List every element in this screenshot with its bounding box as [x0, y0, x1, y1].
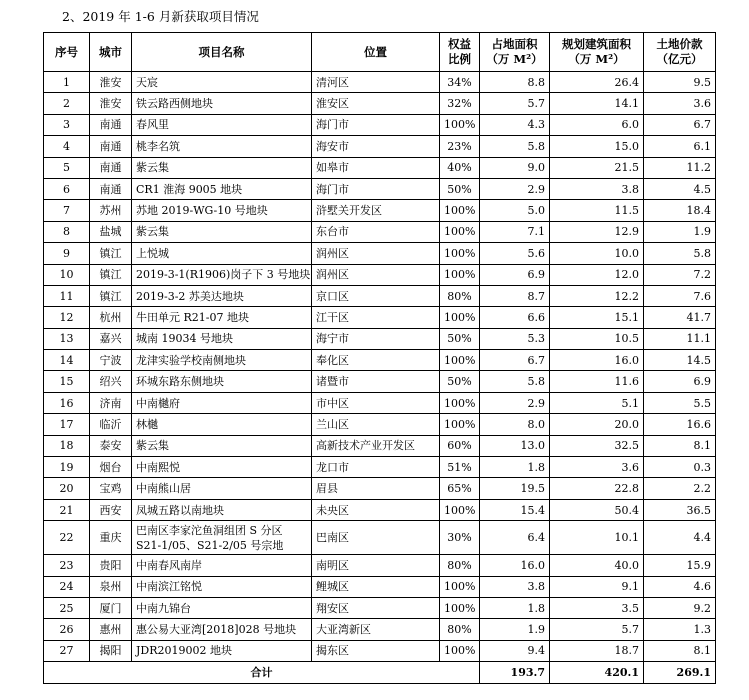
header-land-line2: （万 M²） — [486, 52, 543, 66]
cell-build: 12.2 — [550, 285, 644, 306]
cell-name: 牛田单元 R21-07 地块 — [132, 307, 312, 328]
table-row — [44, 521, 716, 555]
header-build — [550, 33, 644, 72]
cell-land: 15.4 — [480, 499, 550, 520]
cell-location: 市中区 — [312, 392, 440, 413]
cell-land: 5.8 — [480, 371, 550, 392]
cell-equity: 100% — [440, 114, 480, 135]
cell-name: 城南 19034 号地块 — [132, 328, 312, 349]
cell-price: 8.1 — [644, 435, 716, 456]
table-row — [44, 328, 716, 349]
table-row — [44, 200, 716, 221]
cell-equity: 30% — [440, 521, 480, 555]
cell-name: 中南春风南岸 — [132, 555, 312, 576]
table-row — [44, 392, 716, 413]
cell-equity: 60% — [440, 435, 480, 456]
cell-build: 11.6 — [550, 371, 644, 392]
cell-seq: 2 — [44, 93, 90, 114]
cell-price: 15.9 — [644, 555, 716, 576]
cell-city: 镇江 — [90, 285, 132, 306]
cell-location: 眉县 — [312, 478, 440, 499]
cell-location: 淮安区 — [312, 93, 440, 114]
cell-equity: 34% — [440, 72, 480, 93]
table-row — [44, 576, 716, 597]
cell-name: 紫云集 — [132, 157, 312, 178]
cell-equity: 100% — [440, 392, 480, 413]
cell-land: 2.9 — [480, 178, 550, 199]
cell-name: 中南九锦台 — [132, 597, 312, 618]
table-row — [44, 221, 716, 242]
cell-city: 南通 — [90, 178, 132, 199]
header-row — [44, 33, 716, 72]
table-row — [44, 350, 716, 371]
cell-city: 揭阳 — [90, 640, 132, 661]
cell-land: 13.0 — [480, 435, 550, 456]
cell-city: 重庆 — [90, 521, 132, 555]
cell-build: 3.8 — [550, 178, 644, 199]
cell-build: 50.4 — [550, 499, 644, 520]
cell-land: 8.0 — [480, 414, 550, 435]
cell-land: 1.9 — [480, 619, 550, 640]
cell-seq: 1 — [44, 72, 90, 93]
cell-equity: 51% — [440, 457, 480, 478]
header-price-line2: （亿元） — [656, 52, 703, 66]
cell-name: 巴南区李家沱鱼洞组团 S 分区 S21-1/05、S21-2/05 号宗地 — [132, 521, 312, 555]
cell-land: 8.7 — [480, 285, 550, 306]
cell-seq: 24 — [44, 576, 90, 597]
table-row — [44, 640, 716, 661]
cell-location: 如皋市 — [312, 157, 440, 178]
cell-seq: 6 — [44, 178, 90, 199]
cell-seq: 23 — [44, 555, 90, 576]
cell-name: 2019-3-2 苏美达地块 — [132, 285, 312, 306]
cell-build: 12.9 — [550, 221, 644, 242]
cell-name: 2019-3-1(R1906)岗子下 3 号地块 — [132, 264, 312, 285]
cell-build: 15.1 — [550, 307, 644, 328]
cell-name: 中南樾府 — [132, 392, 312, 413]
table-row — [44, 371, 716, 392]
cell-land: 5.6 — [480, 243, 550, 264]
cell-build: 15.0 — [550, 136, 644, 157]
cell-land: 1.8 — [480, 597, 550, 618]
cell-seq: 15 — [44, 371, 90, 392]
cell-city: 苏州 — [90, 200, 132, 221]
cell-location: 海安市 — [312, 136, 440, 157]
cell-name: 紫云集 — [132, 221, 312, 242]
cell-seq: 5 — [44, 157, 90, 178]
cell-price: 7.6 — [644, 285, 716, 306]
cell-location: 江干区 — [312, 307, 440, 328]
cell-build: 5.7 — [550, 619, 644, 640]
header-equity — [440, 33, 480, 72]
header-land — [480, 33, 550, 72]
cell-seq: 8 — [44, 221, 90, 242]
cell-seq: 17 — [44, 414, 90, 435]
cell-land: 5.7 — [480, 93, 550, 114]
cell-location: 南明区 — [312, 555, 440, 576]
header-equity-line2: 比例 — [448, 52, 471, 66]
cell-land: 2.9 — [480, 392, 550, 413]
cell-seq: 7 — [44, 200, 90, 221]
header-location: 位置 — [312, 33, 440, 72]
cell-equity: 80% — [440, 619, 480, 640]
cell-location: 东台市 — [312, 221, 440, 242]
cell-build: 3.6 — [550, 457, 644, 478]
cell-name: 天宸 — [132, 72, 312, 93]
table-body — [44, 72, 716, 662]
table-row — [44, 243, 716, 264]
cell-build: 3.5 — [550, 597, 644, 618]
cell-build: 11.5 — [550, 200, 644, 221]
table-row — [44, 414, 716, 435]
cell-city: 厦门 — [90, 597, 132, 618]
cell-city: 南通 — [90, 157, 132, 178]
cell-build: 32.5 — [550, 435, 644, 456]
cell-city: 泉州 — [90, 576, 132, 597]
cell-land: 8.8 — [480, 72, 550, 93]
cell-build: 26.4 — [550, 72, 644, 93]
cell-city: 南通 — [90, 114, 132, 135]
cell-seq: 12 — [44, 307, 90, 328]
cell-seq: 18 — [44, 435, 90, 456]
cell-location: 京口区 — [312, 285, 440, 306]
cell-equity: 65% — [440, 478, 480, 499]
cell-land: 7.1 — [480, 221, 550, 242]
cell-equity: 100% — [440, 414, 480, 435]
cell-equity: 100% — [440, 307, 480, 328]
cell-equity: 80% — [440, 285, 480, 306]
cell-seq: 16 — [44, 392, 90, 413]
cell-name: 凤城五路以南地块 — [132, 499, 312, 520]
header-city: 城市 — [90, 33, 132, 72]
header-price — [644, 33, 716, 72]
table-row — [44, 93, 716, 114]
header-name: 项目名称 — [132, 33, 312, 72]
cell-city: 绍兴 — [90, 371, 132, 392]
cell-seq: 11 — [44, 285, 90, 306]
total-label: 合计 — [44, 662, 480, 683]
cell-seq: 4 — [44, 136, 90, 157]
total-build: 420.1 — [550, 662, 644, 683]
cell-location: 兰山区 — [312, 414, 440, 435]
cell-city: 贵阳 — [90, 555, 132, 576]
cell-land: 9.0 — [480, 157, 550, 178]
cell-build: 10.5 — [550, 328, 644, 349]
cell-seq: 9 — [44, 243, 90, 264]
table-row — [44, 499, 716, 520]
cell-location: 海门市 — [312, 114, 440, 135]
cell-land: 6.7 — [480, 350, 550, 371]
cell-city: 南通 — [90, 136, 132, 157]
cell-equity: 50% — [440, 328, 480, 349]
cell-build: 20.0 — [550, 414, 644, 435]
cell-price: 7.2 — [644, 264, 716, 285]
cell-land: 5.3 — [480, 328, 550, 349]
cell-land: 9.4 — [480, 640, 550, 661]
cell-name: 苏地 2019-WG-10 号地块 — [132, 200, 312, 221]
cell-build: 40.0 — [550, 555, 644, 576]
cell-price: 4.6 — [644, 576, 716, 597]
cell-name: 中南滨江铭悦 — [132, 576, 312, 597]
table-row — [44, 435, 716, 456]
cell-city: 临沂 — [90, 414, 132, 435]
cell-location: 揭东区 — [312, 640, 440, 661]
table-row — [44, 114, 716, 135]
cell-name: CR1 淮海 9005 地块 — [132, 178, 312, 199]
cell-build: 21.5 — [550, 157, 644, 178]
cell-land: 1.8 — [480, 457, 550, 478]
cell-location: 鲤城区 — [312, 576, 440, 597]
cell-name: 惠公易大亚湾[2018]028 号地块 — [132, 619, 312, 640]
cell-seq: 25 — [44, 597, 90, 618]
cell-city: 惠州 — [90, 619, 132, 640]
cell-price: 3.6 — [644, 93, 716, 114]
cell-seq: 22 — [44, 521, 90, 555]
table-row — [44, 478, 716, 499]
cell-price: 16.6 — [644, 414, 716, 435]
cell-location: 未央区 — [312, 499, 440, 520]
cell-build: 18.7 — [550, 640, 644, 661]
cell-equity: 100% — [440, 576, 480, 597]
cell-city: 杭州 — [90, 307, 132, 328]
cell-name: 上悦城 — [132, 243, 312, 264]
projects-table — [43, 32, 716, 684]
header-equity-line1: 权益 — [448, 37, 471, 51]
cell-equity: 50% — [440, 371, 480, 392]
cell-price: 5.5 — [644, 392, 716, 413]
cell-equity: 80% — [440, 555, 480, 576]
cell-equity: 32% — [440, 93, 480, 114]
cell-build: 12.0 — [550, 264, 644, 285]
cell-build: 9.1 — [550, 576, 644, 597]
cell-name: JDR2019002 地块 — [132, 640, 312, 661]
table-row — [44, 285, 716, 306]
cell-equity: 100% — [440, 350, 480, 371]
cell-price: 4.4 — [644, 521, 716, 555]
table-row — [44, 457, 716, 478]
cell-price: 14.5 — [644, 350, 716, 371]
cell-price: 1.3 — [644, 619, 716, 640]
cell-price: 9.2 — [644, 597, 716, 618]
cell-build: 16.0 — [550, 350, 644, 371]
cell-land: 4.3 — [480, 114, 550, 135]
cell-city: 宁波 — [90, 350, 132, 371]
table-row — [44, 597, 716, 618]
cell-build: 22.8 — [550, 478, 644, 499]
cell-price: 6.7 — [644, 114, 716, 135]
cell-equity: 40% — [440, 157, 480, 178]
table-caption: 2、2019 年 1-6 月新获取项目情况 — [62, 9, 259, 24]
cell-name: 龙津实验学校南侧地块 — [132, 350, 312, 371]
cell-location: 诸暨市 — [312, 371, 440, 392]
cell-price: 4.5 — [644, 178, 716, 199]
cell-equity: 100% — [440, 597, 480, 618]
cell-build: 10.1 — [550, 521, 644, 555]
cell-equity: 100% — [440, 200, 480, 221]
header-seq: 序号 — [44, 33, 90, 72]
cell-seq: 26 — [44, 619, 90, 640]
cell-seq: 20 — [44, 478, 90, 499]
cell-location: 润州区 — [312, 243, 440, 264]
cell-city: 淮安 — [90, 72, 132, 93]
header-build-line1: 规划建筑面积 — [562, 37, 631, 51]
cell-price: 36.5 — [644, 499, 716, 520]
cell-price: 6.9 — [644, 371, 716, 392]
cell-land: 6.6 — [480, 307, 550, 328]
cell-location: 浒墅关开发区 — [312, 200, 440, 221]
cell-name: 桃李名筑 — [132, 136, 312, 157]
cell-seq: 19 — [44, 457, 90, 478]
cell-build: 10.0 — [550, 243, 644, 264]
cell-price: 41.7 — [644, 307, 716, 328]
cell-name: 铁云路西侧地块 — [132, 93, 312, 114]
header-land-line1: 占地面积 — [491, 37, 538, 51]
cell-equity: 50% — [440, 178, 480, 199]
cell-name: 环城东路东侧地块 — [132, 371, 312, 392]
cell-price: 9.5 — [644, 72, 716, 93]
table-row — [44, 307, 716, 328]
cell-price: 1.9 — [644, 221, 716, 242]
cell-equity: 100% — [440, 499, 480, 520]
cell-price: 8.1 — [644, 640, 716, 661]
cell-location: 翔安区 — [312, 597, 440, 618]
total-row — [44, 662, 716, 683]
cell-price: 0.3 — [644, 457, 716, 478]
cell-land: 5.0 — [480, 200, 550, 221]
cell-city: 西安 — [90, 499, 132, 520]
cell-location: 高新技术产业开发区 — [312, 435, 440, 456]
cell-name: 中南熙悦 — [132, 457, 312, 478]
header-price-line1: 土地价款 — [656, 37, 703, 51]
cell-equity: 23% — [440, 136, 480, 157]
cell-location: 巴南区 — [312, 521, 440, 555]
cell-price: 2.2 — [644, 478, 716, 499]
cell-price: 11.1 — [644, 328, 716, 349]
header-build-line2: （万 M²） — [568, 52, 625, 66]
table-row — [44, 136, 716, 157]
total-land: 193.7 — [480, 662, 550, 683]
cell-price: 6.1 — [644, 136, 716, 157]
cell-price: 18.4 — [644, 200, 716, 221]
cell-seq: 14 — [44, 350, 90, 371]
cell-city: 烟台 — [90, 457, 132, 478]
cell-name: 中南熊山居 — [132, 478, 312, 499]
total-price: 269.1 — [644, 662, 716, 683]
cell-land: 19.5 — [480, 478, 550, 499]
table-row — [44, 157, 716, 178]
cell-location: 润州区 — [312, 264, 440, 285]
table-row — [44, 72, 716, 93]
cell-seq: 21 — [44, 499, 90, 520]
cell-city: 嘉兴 — [90, 328, 132, 349]
cell-city: 盐城 — [90, 221, 132, 242]
cell-city: 淮安 — [90, 93, 132, 114]
cell-city: 济南 — [90, 392, 132, 413]
cell-location: 奉化区 — [312, 350, 440, 371]
cell-build: 5.1 — [550, 392, 644, 413]
cell-city: 镇江 — [90, 264, 132, 285]
cell-land: 16.0 — [480, 555, 550, 576]
cell-price: 11.2 — [644, 157, 716, 178]
cell-seq: 10 — [44, 264, 90, 285]
table-row — [44, 178, 716, 199]
cell-seq: 3 — [44, 114, 90, 135]
cell-equity: 100% — [440, 264, 480, 285]
cell-price: 5.8 — [644, 243, 716, 264]
table-row — [44, 619, 716, 640]
table-row — [44, 264, 716, 285]
cell-land: 6.4 — [480, 521, 550, 555]
cell-location: 海宁市 — [312, 328, 440, 349]
cell-equity: 100% — [440, 221, 480, 242]
cell-city: 镇江 — [90, 243, 132, 264]
table-row — [44, 555, 716, 576]
cell-build: 6.0 — [550, 114, 644, 135]
cell-city: 宝鸡 — [90, 478, 132, 499]
cell-equity: 100% — [440, 243, 480, 264]
cell-land: 3.8 — [480, 576, 550, 597]
cell-location: 海门市 — [312, 178, 440, 199]
cell-name: 紫云集 — [132, 435, 312, 456]
cell-location: 清河区 — [312, 72, 440, 93]
cell-build: 14.1 — [550, 93, 644, 114]
cell-name: 春风里 — [132, 114, 312, 135]
cell-location: 龙口市 — [312, 457, 440, 478]
cell-name: 林樾 — [132, 414, 312, 435]
cell-city: 泰安 — [90, 435, 132, 456]
cell-land: 6.9 — [480, 264, 550, 285]
cell-equity: 100% — [440, 640, 480, 661]
cell-location: 大亚湾新区 — [312, 619, 440, 640]
cell-seq: 27 — [44, 640, 90, 661]
cell-seq: 13 — [44, 328, 90, 349]
cell-land: 5.8 — [480, 136, 550, 157]
